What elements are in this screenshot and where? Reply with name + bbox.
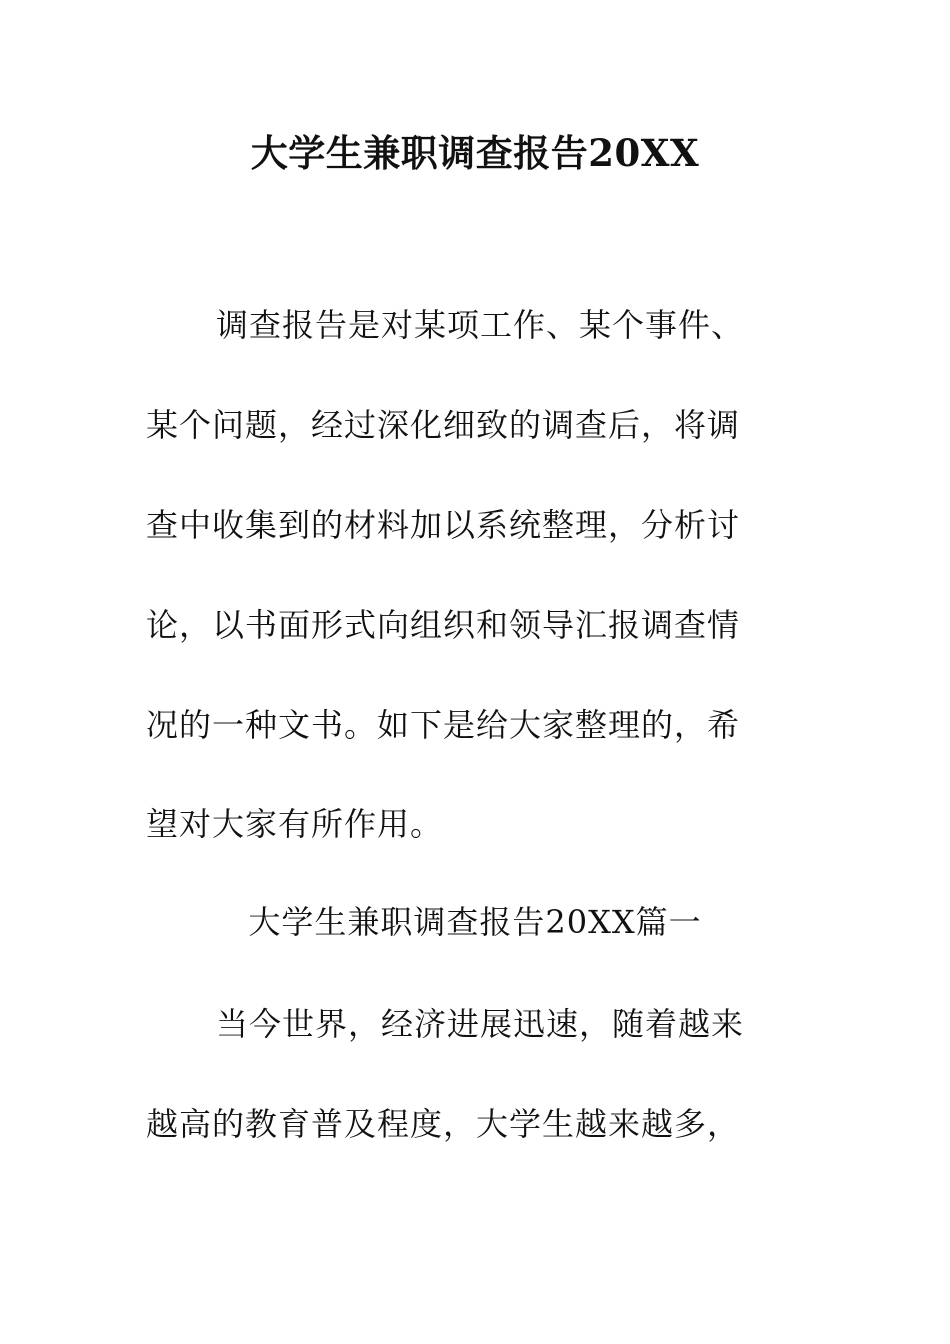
intro-line-6: 望对大家有所作用。 [146, 805, 444, 843]
section-heading: 大学生兼职调查报告20XX篇一 [248, 903, 702, 941]
intro-line-4: 论，以书面形式向组织和领导汇报调查情 [146, 606, 741, 644]
intro-line-1: 调查报告是对某项工作、某个事件、 [216, 306, 745, 344]
document-title: 大学生兼职调查报告20XX [250, 131, 700, 175]
intro-line-3: 查中收集到的材料加以系统整理，分析讨 [146, 506, 741, 544]
intro-line-5: 况的一种文书。如下是给大家整理的，希 [146, 706, 741, 744]
intro-line-2: 某个问题，经过深化细致的调查后，将调 [146, 406, 741, 444]
body-line-1: 当今世界，经济进展迅速，随着越来 [216, 1005, 745, 1043]
body-line-2: 越高的教育普及程度，大学生越来越多， [146, 1105, 741, 1143]
